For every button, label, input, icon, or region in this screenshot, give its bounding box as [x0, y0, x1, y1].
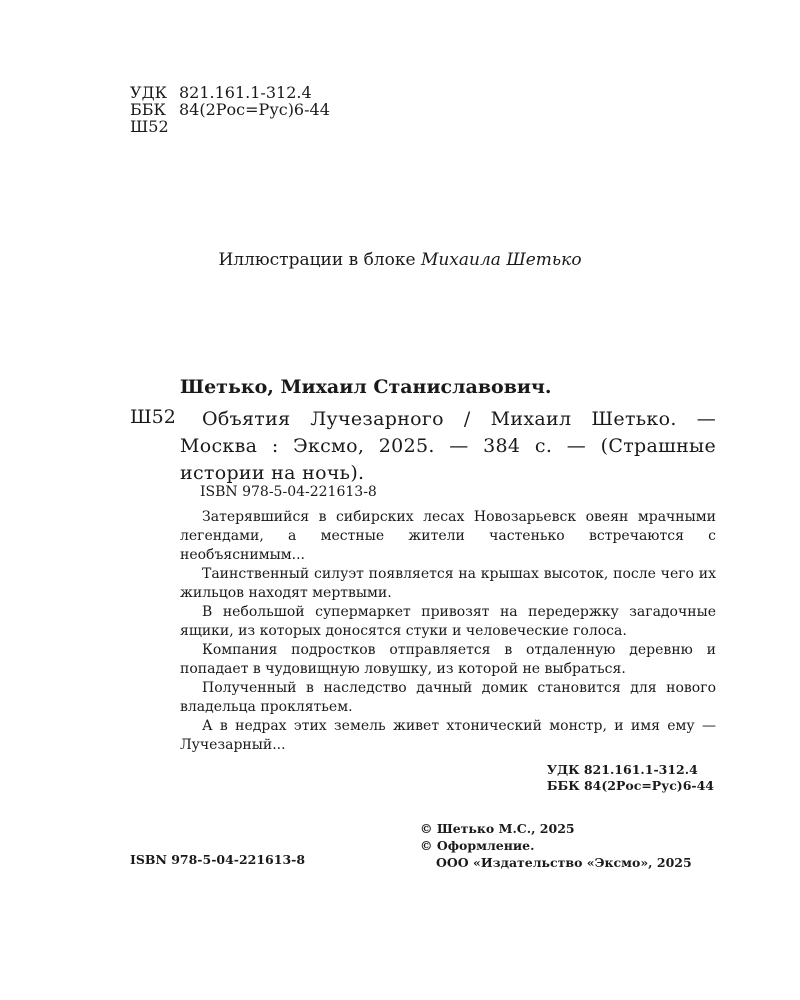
publisher-line: ООО «Издательство «Эксмо», 2025	[436, 855, 692, 870]
annotation-bbk: ББК 84(2Рос=Рус)6-44	[546, 778, 714, 793]
bbk-row	[130, 101, 330, 118]
copyright-block	[420, 820, 692, 871]
annotation-paragraph: А в недрах этих земель живет хтонический монстр, и имя ему — Лучезарный...	[180, 718, 716, 753]
illustrations-credit	[0, 250, 800, 270]
cutter-number: Ш52	[130, 406, 176, 428]
annotation-paragraph: Компания подростков отправляется в отдаленную деревню и попадает в чудовищную ловушку, из которой не выбраться.	[180, 642, 716, 677]
annotation-udk: УДК 821.161.1-312.4	[546, 762, 698, 777]
udk-row	[130, 84, 330, 101]
footer-isbn: ISBN 978-5-04-221613-8	[130, 852, 306, 867]
udk-label: УДК	[130, 83, 167, 102]
classification-codes	[130, 84, 330, 135]
annotation-paragraph: В небольшой супермаркет привозят на передержку загадочные ящики, из которых доносятся стуки и человеческие голоса.	[180, 604, 716, 639]
udk-value: 821.161.1-312.4	[179, 83, 312, 102]
annotation-paragraph: Затерявшийся в сибирских лесах Новозарьевск овеян мрачными легендами, а местные жители частенько встречаются с необъяснимым...	[180, 509, 716, 563]
author-sign: Ш52	[130, 117, 169, 136]
illustrations-prefix: Иллюстрации в блоке	[218, 250, 416, 270]
annotation	[180, 508, 716, 755]
annotation-paragraph: Полученный в наследство дачный домик становится для нового владельца проклятьем.	[180, 680, 716, 715]
annotation-paragraph: Таинственный силуэт появляется на крышах высоток, после чего их жильцов находят мертвыми.	[180, 566, 716, 601]
isbn-line: ISBN 978-5-04-221613-8	[200, 484, 377, 500]
bibliographic-entry: Объятия Лучезарного / Михаил Шетько. — Москва : Эксмо, 2025. — 384 с. — (Страшные истории на ночь).	[180, 408, 716, 484]
annotation-codes	[547, 762, 714, 794]
author-heading: Шетько, Михаил Станиславович.	[180, 376, 552, 398]
illustrations-artist: Михаила Шетько	[420, 250, 582, 270]
bbk-value: 84(2Рос=Рус)6-44	[179, 100, 330, 119]
bbk-label: ББК	[130, 100, 166, 119]
copyright-design: © Оформление.	[420, 838, 535, 853]
copyright-author: © Шетько М.С., 2025	[420, 821, 575, 836]
